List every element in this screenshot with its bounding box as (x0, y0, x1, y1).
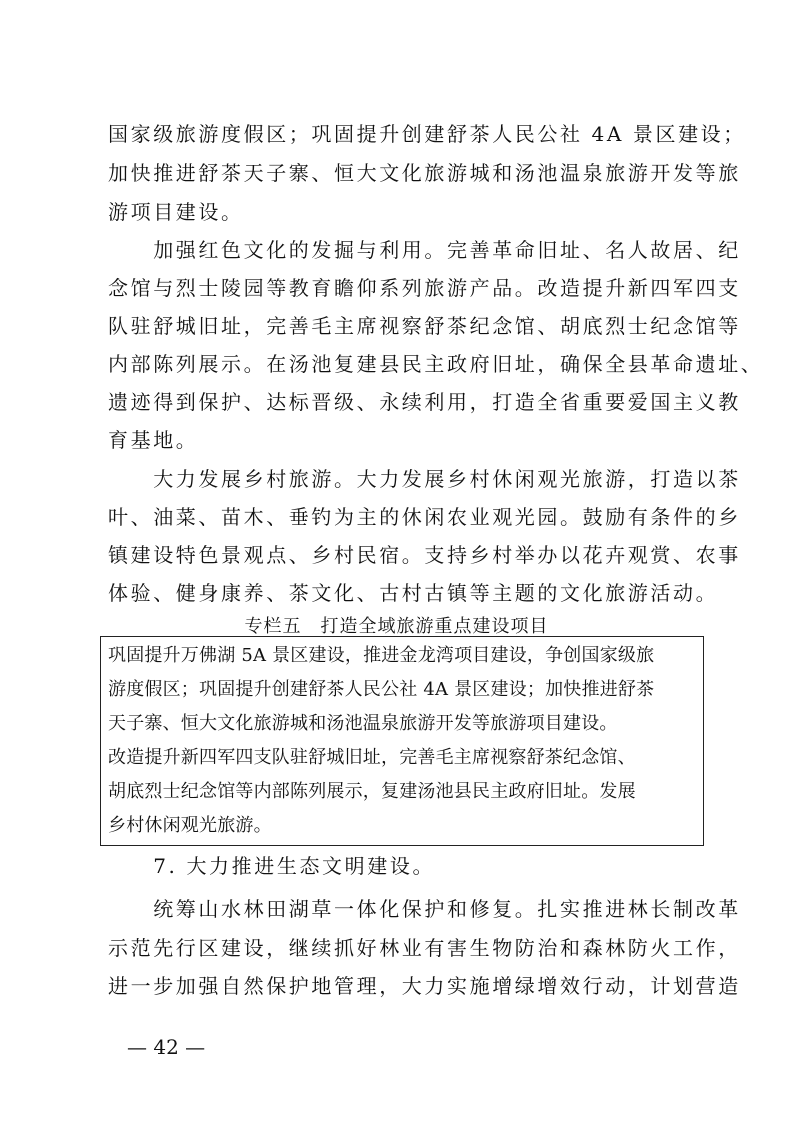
project-box (100, 636, 704, 846)
text-line: 镇建设特色景观点、乡村民宿。支持乡村举办以花卉观赏、农事 (108, 543, 741, 567)
text-line: 游项目建设。 (108, 200, 244, 224)
text-line: 国家级旅游度假区；巩固提升创建舒茶人民公社 4A 景区建设； (108, 122, 746, 146)
box-line: 巩固提升万佛湖 5A 景区建设，推进金龙湾项目建设，争创国家级旅 (108, 645, 655, 666)
text-line: 加快推进舒茶天子寨、恒大文化旅游城和汤池温泉旅游开发等旅 (108, 161, 741, 185)
text-line: 育基地。 (108, 428, 199, 452)
text-line: 示范先行区建设，继续抓好林业有害生物防治和森林防火工作， (108, 936, 741, 960)
section-heading: 7. 大力推进生态文明建设。 (108, 854, 436, 878)
box-line: 胡底烈士纪念馆等内部陈列展示，复建汤池县民主政府旧址。发展 (108, 781, 636, 802)
text-line: 叶、油菜、苗木、垂钓为主的休闲农业观光园。鼓励有条件的乡 (108, 505, 741, 529)
text-line: 队驻舒城旧址，完善毛主席视察舒茶纪念馆、胡底烈士纪念馆等 (108, 314, 741, 338)
page-number: — 42 — (127, 1035, 206, 1059)
box-line: 天子寨、恒大文化旅游城和汤池温泉旅游开发等旅游项目建设。 (108, 713, 618, 734)
box-title: 专栏五 打造全域旅游重点建设项目 (244, 616, 549, 637)
text-line: 大力发展乡村旅游。大力发展乡村休闲观光旅游，打造以茶 (108, 467, 741, 491)
text-line: 遗迹得到保护、达标晋级、永续利用，打造全省重要爱国主义教 (108, 390, 741, 414)
text-line: 加强红色文化的发掘与利用。完善革命旧址、名人故居、纪 (108, 238, 741, 262)
box-line: 乡村休闲观光旅游。 (108, 815, 272, 836)
box-line: 改造提升新四军四支队驻舒城旧址，完善毛主席视察舒茶纪念馆、 (108, 747, 636, 768)
text-line: 念馆与烈士陵园等教育瞻仰系列旅游产品。改造提升新四军四支 (108, 276, 741, 300)
text-line: 内部陈列展示。在汤池复建县民主政府旧址，确保全县革命遗址、 (108, 352, 764, 376)
text-line: 体验、健身康养、茶文化、古村古镇等主题的文化旅游活动。 (108, 581, 719, 605)
box-line: 游度假区；巩固提升创建舒茶人民公社 4A 景区建设；加快推进舒茶 (108, 679, 655, 700)
text-line: 统筹山水林田湖草一体化保护和修复。扎实推进林长制改革 (108, 897, 741, 921)
text-line: 进一步加强自然保护地管理，大力实施增绿增效行动，计划营造 (108, 974, 741, 998)
